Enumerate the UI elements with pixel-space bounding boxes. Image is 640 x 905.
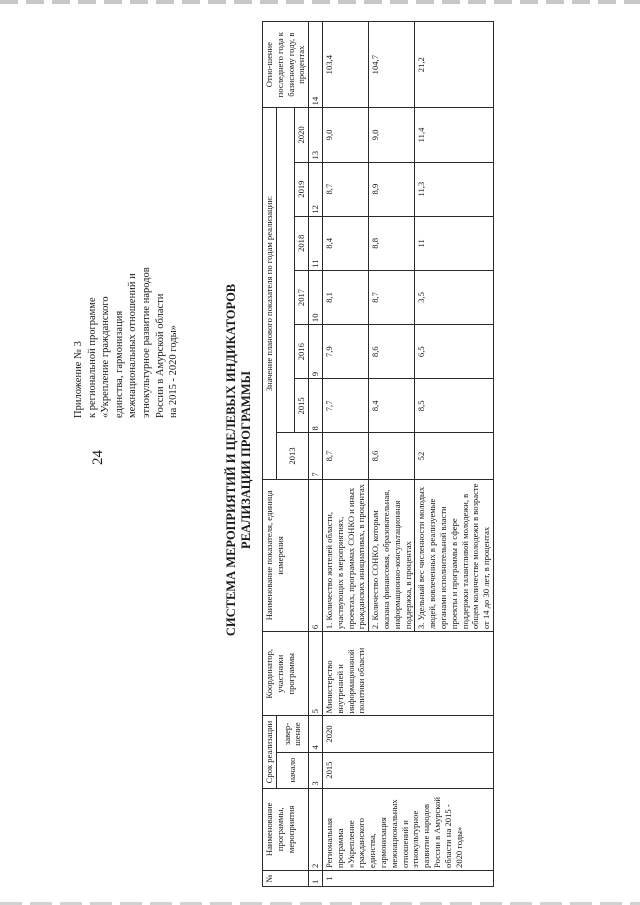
indicators-table (262, 21, 494, 887)
value-cell: 3,5 (415, 270, 494, 324)
title-line-2: РЕАЛИЗАЦИИ ПРОГРАММЫ (239, 371, 253, 549)
value-cell: 8,1 (322, 270, 368, 324)
column-number: 12 (309, 162, 323, 216)
column-number: 2 (309, 788, 323, 870)
header-year: 2020 (295, 108, 309, 162)
header-num: № (263, 870, 309, 886)
value-cell: 8,5 (415, 379, 494, 433)
appendix-line: межнациональных отношений и (127, 273, 139, 418)
coordinator-cell: Министерство внутренней и информационной политики области (322, 632, 493, 716)
header-period: Срок реализации (263, 716, 277, 788)
value-cell: 6,5 (415, 325, 494, 379)
value-cell: 8,8 (369, 216, 415, 270)
column-number: 1 (309, 870, 323, 886)
program-name-cell: Региональная программа «Укрепление гражданского единства, гармонизация межнациональных отношений и этнокультурное развитие народов России в Амурской области на 2015 - 2020 годы» (322, 788, 493, 870)
start-year-cell: 2015 (322, 752, 493, 788)
ratio-cell: 21,2 (415, 22, 494, 108)
header-year-2013: 2013 (276, 433, 308, 479)
value-2013-cell: 52 (415, 433, 494, 479)
value-cell: 8,7 (369, 270, 415, 324)
value-cell: 7,7 (322, 379, 368, 433)
value-cell: 8,9 (369, 162, 415, 216)
row-num: 1 (322, 870, 493, 886)
end-year-cell: 2020 (322, 716, 493, 752)
value-cell: 8,4 (369, 379, 415, 433)
value-cell: 7,9 (322, 325, 368, 379)
header-indicator-name: Наименование показателя, единица измерения (263, 479, 309, 632)
appendix-note (72, 118, 181, 418)
value-cell: 8,7 (322, 162, 368, 216)
column-number: 5 (309, 632, 323, 716)
value-cell: 9,0 (369, 108, 415, 162)
column-number: 7 (309, 433, 323, 479)
value-2013-cell: 8,6 (369, 433, 415, 479)
appendix-line: России в Амурской области (154, 293, 166, 418)
value-cell: 11 (415, 216, 494, 270)
appendix-line: на 2015 - 2020 годы» (168, 325, 180, 418)
header-year: 2016 (295, 325, 309, 379)
indicator-name-cell: 2. Количество СОНКО, которым оказана финансовая, образовательная, информационно-консультационная поддержка, в процентах (369, 479, 415, 632)
indicator-name-cell: 1. Количество жителей области, участвующих в мероприятиях, проектах, программах СОНКО и иных гражданских инициативах, в процентах (322, 479, 368, 632)
page-number: 24 (90, 450, 106, 465)
value-2013-cell: 8,7 (322, 433, 368, 479)
header-coordinator: Координатор, участники программы (263, 632, 309, 716)
appendix-line: Приложение № 3 (73, 341, 84, 418)
value-cell: 11,4 (415, 108, 494, 162)
header-period-end: завер-шение (276, 716, 308, 752)
column-number: 4 (309, 716, 323, 752)
header-year: 2019 (295, 162, 309, 216)
header-blank (276, 108, 295, 433)
value-cell: 8,4 (322, 216, 368, 270)
column-number: 10 (309, 270, 323, 324)
value-cell: 9,0 (322, 108, 368, 162)
header-row (276, 22, 295, 887)
appendix-line: к региональной программе (86, 297, 98, 418)
column-number: 6 (309, 479, 323, 632)
column-number: 3 (309, 752, 323, 788)
indicator-name-cell: 3. Удельный вес численности молодых людей, вовлеченных в реализуемые органами исполнительной власти проекты и программы в сфере поддержки талантливой молодежи, в общем количестве молодежи в возрасте от 14 до 30 лет, в процентах (415, 479, 494, 632)
column-number: 13 (309, 108, 323, 162)
column-number-row (309, 22, 323, 887)
appendix-line: единства, гармонизация (113, 310, 125, 418)
value-cell: 11,3 (415, 162, 494, 216)
title-line-1: СИСТЕМА МЕРОПРИЯТИЙ И ЦЕЛЕВЫХ ИНДИКАТОРОВ (224, 283, 238, 637)
column-number: 11 (309, 216, 323, 270)
ratio-cell: 103,4 (322, 22, 368, 108)
table-row (322, 22, 368, 887)
header-year: 2015 (295, 379, 309, 433)
header-year: 2017 (295, 270, 309, 324)
appendix-line: этнокультурное развитие народов (140, 267, 152, 418)
ratio-cell: 104,7 (369, 22, 415, 108)
column-number: 9 (309, 325, 323, 379)
header-year: 2018 (295, 216, 309, 270)
column-number: 14 (309, 22, 323, 108)
header-ratio: Отно-шение последнего года к базисному году, в процентах (263, 22, 309, 108)
header-program-name: Наименование программы, мероприятия (263, 788, 309, 870)
column-number: 8 (309, 379, 323, 433)
header-period-start: начало (276, 752, 308, 788)
header-values-group: Значение планового показателя по годам реализации: (263, 108, 277, 479)
document-title (224, 245, 254, 675)
appendix-line: «Укрепление гражданского (100, 296, 112, 418)
header-row (263, 22, 277, 887)
value-cell: 8,6 (369, 325, 415, 379)
